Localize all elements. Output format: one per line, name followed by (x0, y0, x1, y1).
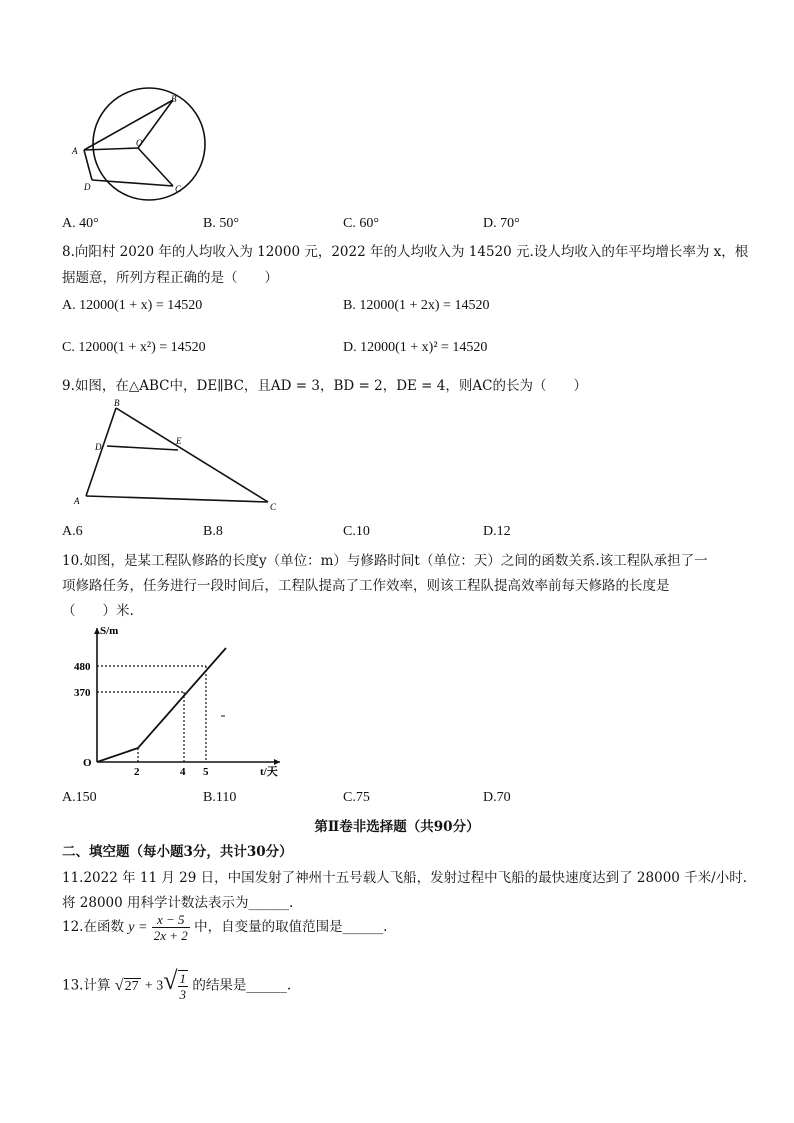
q10-stem-line3: （ ）米. (62, 603, 134, 619)
q9-option-a: A.6 (62, 524, 83, 539)
q10-option-b: B.110 (203, 790, 237, 805)
q13-prefix: 13.计算 (62, 977, 111, 994)
q11-line1: 11.2022 年 11 月 29 日，中国发射了神州十五号载人飞船，发射过程中飞船的最快速度达到了 28000 千米/小时. (62, 870, 748, 886)
q13-radicand: 27 (124, 979, 139, 994)
q10-stem-line2: 项修路任务，任务进行一段时间后，工程队提高了工作效率，则该工程队提高效率前每天修路的长度是 (62, 578, 670, 594)
q12-suffix: 中，自变量的取值范围是______. (194, 919, 388, 935)
q13-sqrt-27: √27 (114, 977, 139, 994)
q7-label-b: B (171, 94, 177, 104)
section2-title: 二、填空题（每小题3分，共计30分） (62, 844, 293, 860)
q10-x-tick-5: 5 (203, 766, 209, 778)
q7-option-d: D. 70° (483, 216, 520, 231)
q10-y-tick-480: 480 (74, 661, 91, 673)
q10-y-tick-370: 370 (74, 687, 91, 699)
q9-label-e: E (176, 436, 182, 446)
q13-frac-num: 1 (179, 971, 187, 986)
q10-option-a: A.150 (62, 790, 97, 805)
q9-triangle-figure (70, 398, 285, 516)
q11-line2: 将 28000 用科学计数法表示为______. (62, 895, 294, 911)
q9-label-c: C (270, 502, 277, 512)
q10-x-tick-4: 4 (180, 766, 186, 778)
q7-label-o: O (136, 138, 143, 148)
part2-title: 第Ⅱ卷非选择题（共90分） (314, 819, 480, 835)
q9-option-b: B.8 (203, 524, 223, 539)
q7-circle-figure (70, 90, 210, 200)
q10-x-axis-label: t/天 (260, 766, 278, 778)
q12 (62, 912, 387, 943)
q12-denominator: 2x + 2 (153, 928, 188, 943)
q9-label-d: D (95, 442, 102, 452)
q9-label-b: B (114, 398, 120, 408)
q8-option-a: A. 12000(1 + x) = 14520 (62, 298, 203, 313)
q8-option-c: C. 12000(1 + x²) = 14520 (62, 340, 206, 355)
q12-prefix: 12.在函数 (62, 919, 124, 935)
q7-label-a: A (72, 146, 78, 156)
q7-option-a: A. 40° (62, 216, 99, 231)
q9-stem: 9.如图，在△ABC中，DE∥BC，且AD = 3，BD = 2，DE = 4，则AC的长为（ ） (62, 378, 587, 394)
q9-option-d: D.12 (483, 524, 511, 539)
q13-sqrt-frac: √ $\frac{1}{3}$ (163, 966, 187, 1002)
q12-numerator: x − 5 (152, 912, 190, 928)
q10-function-line (97, 648, 226, 762)
q12-var: y = (128, 920, 148, 935)
q8-stem-line1: 8.向阳村 2020 年的人均收入为 12000 元，2022 年的人均收入为 14520 元.设人均收入的年平均增长率为 x，根 (62, 244, 749, 260)
q10-stem-line1: 10.如图，是某工程队修路的长度y（单位：m）与修路时间t（单位：天）之间的函数关系.该工程队承担了一 (62, 553, 708, 569)
q10-option-c: C.75 (343, 790, 370, 805)
q8-option-b: B. 12000(1 + 2x) = 14520 (343, 298, 490, 313)
q9-label-a: A (74, 496, 80, 506)
q10-option-d: D.70 (483, 790, 511, 805)
q13-middle: + 3 (144, 978, 164, 994)
q13-suffix: 的结果是______. (192, 977, 292, 994)
q13 (62, 966, 292, 1002)
q7-option-c: C. 60° (343, 216, 379, 231)
q10-line-chart (74, 620, 300, 780)
q10-x-tick-2: 2 (134, 766, 140, 778)
q8-stem-line2: 据题意，所列方程正确的是（ ） (62, 270, 278, 286)
q7-label-c: C (175, 184, 182, 194)
q9-option-c: C.10 (343, 524, 370, 539)
q10-origin-label: O (83, 757, 92, 769)
q7-label-d: D (84, 182, 91, 192)
q12-fraction (152, 912, 190, 943)
q7-option-b: B. 50° (203, 216, 239, 231)
q10-y-axis-label: S/m (100, 625, 119, 637)
q13-frac-den: 3 (179, 987, 187, 1002)
q8-option-d: D. 12000(1 + x)² = 14520 (343, 340, 488, 355)
